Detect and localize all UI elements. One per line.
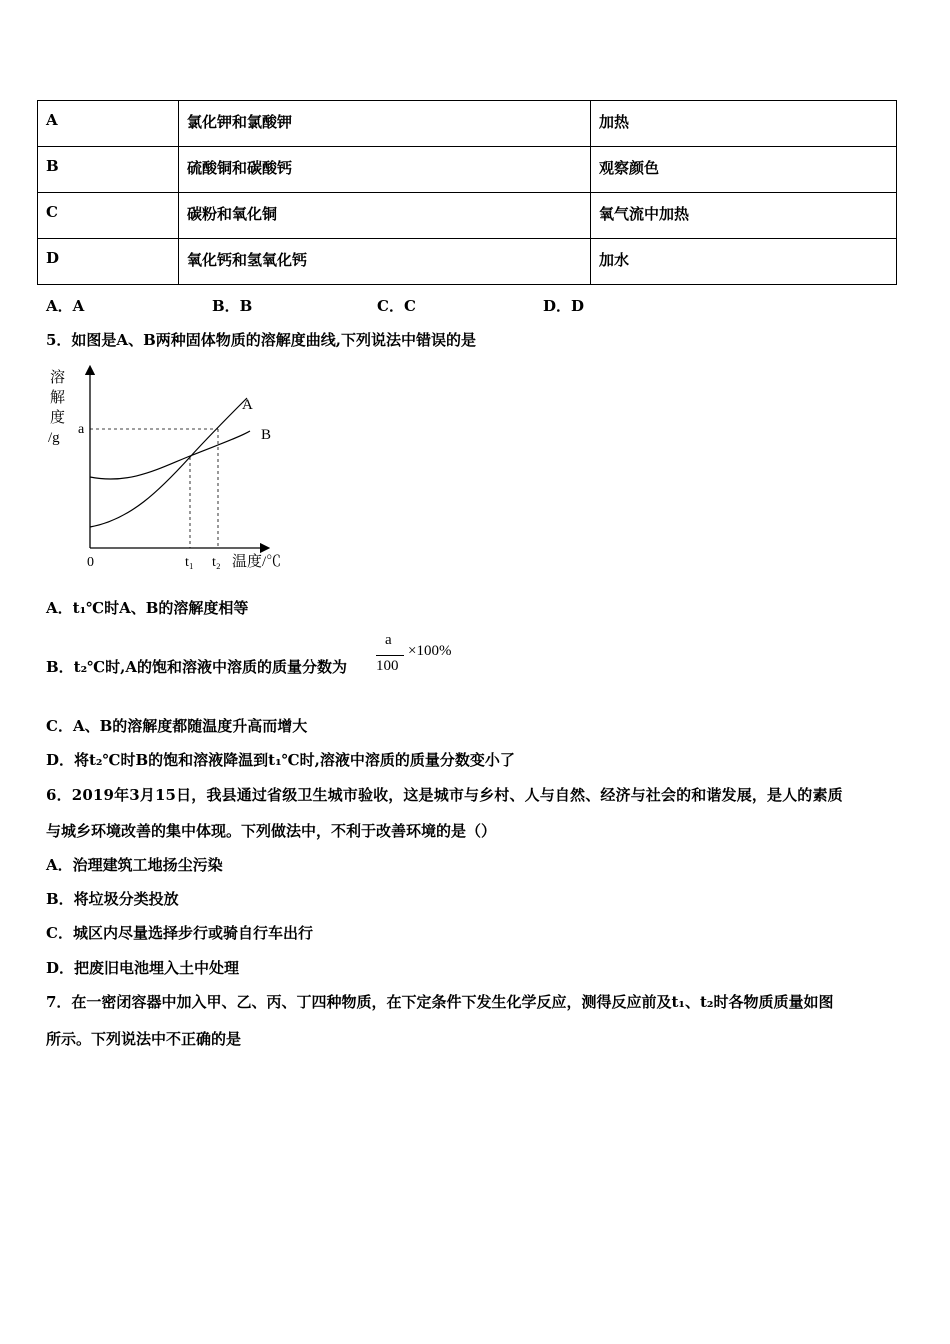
q5-stem: 5．如图是A、B两种固体物质的溶解度曲线,下列说法中错误的是 — [46, 331, 476, 349]
row-label: B — [38, 147, 179, 193]
series-b-label: B — [261, 427, 272, 443]
y-label-char: /g — [48, 430, 60, 446]
row-label: C — [38, 193, 179, 239]
row-substances: 氧化钙和氢氧化钙 — [179, 239, 591, 285]
row-method: 加热 — [591, 101, 897, 147]
fraction-tail: ×100% — [408, 643, 452, 659]
row-substances: 氯化钾和氯酸钾 — [179, 101, 591, 147]
q4-answer-c[interactable]: C．C — [377, 297, 416, 315]
row-label: D — [38, 239, 179, 285]
origin-label: 0 — [87, 555, 94, 570]
q5-option-d[interactable]: D．将t₂℃时B的饱和溶液降温到t₁℃时,溶液中溶质的质量分数变小了 — [46, 751, 515, 769]
row-method: 观察颜色 — [591, 147, 897, 193]
q6-stem-line2: 与城乡环境改善的集中体现。下列做法中，不利于改善环境的是（） — [46, 822, 497, 840]
row-label: A — [38, 101, 179, 147]
q6-option-d[interactable]: D．把废旧电池埋入土中处理 — [46, 959, 240, 977]
curve-b — [90, 431, 250, 479]
table-row — [38, 147, 897, 193]
q6-option-c[interactable]: C．城区内尽量选择步行或骑自行车出行 — [46, 924, 313, 942]
y-label-char: 解 — [50, 390, 66, 406]
tick-t1: t₁ — [185, 555, 194, 570]
q4-answer-d[interactable]: D．D — [543, 297, 585, 315]
curve-a — [90, 398, 247, 527]
row-method: 加水 — [591, 239, 897, 285]
table-row — [38, 193, 897, 239]
solubility-chart — [40, 360, 300, 580]
table-row — [38, 239, 897, 285]
q5-option-c[interactable]: C．A、B的溶解度都随温度升高而增大 — [46, 717, 308, 735]
row-substances: 碳粉和氧化铜 — [179, 193, 591, 239]
fraction-bar — [376, 655, 404, 656]
q4-answer-a[interactable]: A．A — [46, 297, 85, 315]
q6-option-b[interactable]: B．将垃圾分类投放 — [46, 890, 179, 908]
q6-stem-line1: 6．2019年3月15日，我县通过省级卫生城市验收，这是城市与乡村、人与自然、经济与社会的和谐发展，是人的素质 — [46, 786, 843, 804]
q5-option-a[interactable]: A．t₁℃时A、B的溶解度相等 — [46, 599, 249, 617]
q4-answer-b[interactable]: B．B — [212, 297, 253, 315]
q7-stem-line2: 所示。下列说法中不正确的是 — [46, 1030, 242, 1048]
row-substances: 硫酸铜和碳酸钙 — [179, 147, 591, 193]
q6-option-a[interactable]: A．治理建筑工地扬尘污染 — [46, 856, 223, 874]
y-marker-a: a — [78, 422, 85, 437]
y-label-char: 度 — [50, 410, 66, 426]
fraction-denominator: 100 — [376, 658, 399, 674]
series-a-label: A — [242, 397, 253, 413]
x-axis-label: 温度/℃ — [232, 554, 282, 570]
fraction-numerator: a — [385, 632, 392, 648]
options-table — [37, 100, 897, 285]
row-method: 氧气流中加热 — [591, 193, 897, 239]
table-row — [38, 101, 897, 147]
q5-option-b[interactable]: B．t₂℃时,A的饱和溶液中溶质的质量分数为 — [46, 658, 348, 676]
tick-t2: t₂ — [212, 555, 221, 570]
q7-stem-line1: 7．在一密闭容器中加入甲、乙、丙、丁四种物质，在下定条件下发生化学反应，测得反应前及t₁、t₂时各物质质量如图 — [46, 993, 834, 1011]
y-label-char: 溶 — [50, 370, 66, 386]
